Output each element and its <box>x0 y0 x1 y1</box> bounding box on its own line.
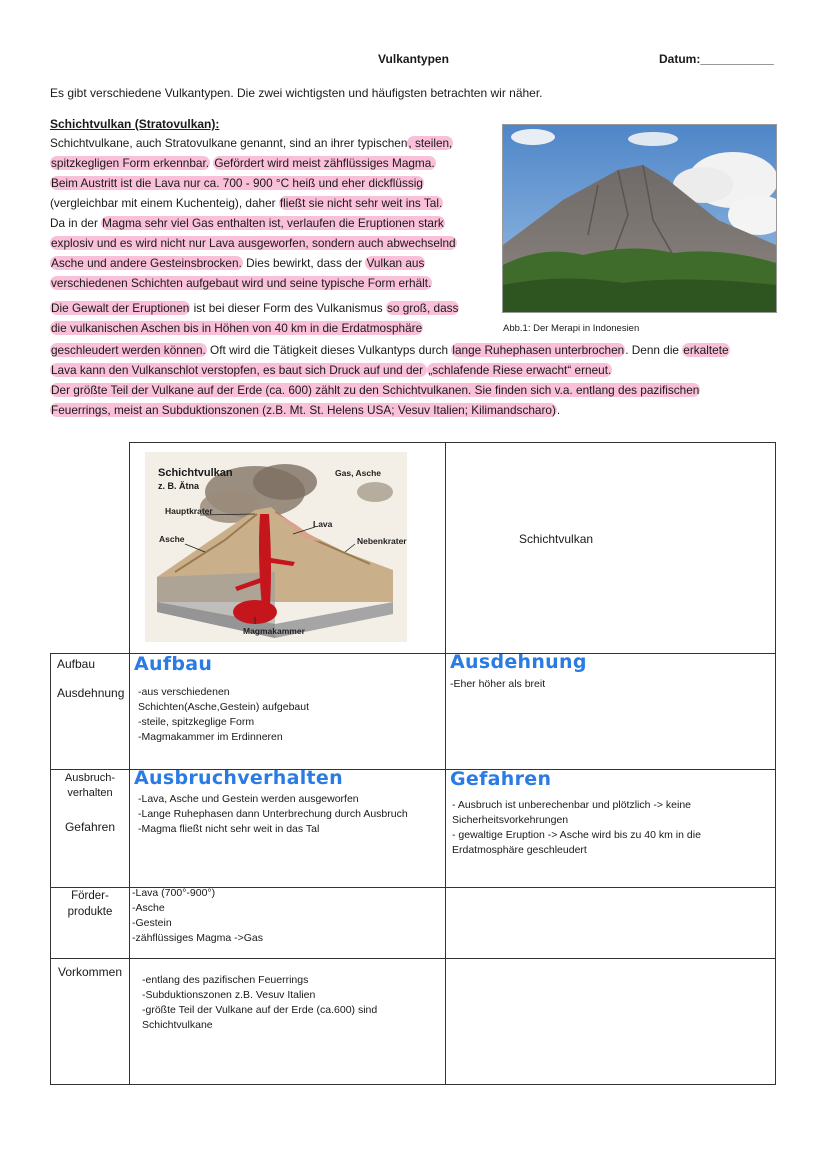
ausbruch-text: -Lava, Asche und Gestein werden ausgeworfen -Lange Ruhephasen dann Unterbrechung durch Ausbruch -Magma fließt nicht sehr weit in das Tal <box>138 793 408 835</box>
highlight-run: Vulkan aus <box>366 256 425 270</box>
highlight-run: Asche und andere Gesteinsbrocken. <box>51 256 242 270</box>
para-line-10 <box>50 318 423 338</box>
date-field: Datum:___________ <box>659 52 774 66</box>
highlight-run: Der größte Teil der Vulkane auf der Erde (ca. 600) zählt zu den Schichtvulkanen. Sie finden sich v.a. entlang des pazifischen <box>51 383 700 397</box>
label-foerderprodukte: Förder- produkte <box>67 890 113 918</box>
diagram-label-asche: Asche <box>159 534 185 544</box>
diagram-label-gas-asche: Gas, Asche <box>335 468 381 478</box>
highlight-run: lange Ruhephasen unterbrochen <box>452 343 625 357</box>
para-line-11 <box>50 340 730 360</box>
empty-cell <box>445 958 776 1085</box>
text-run: ist bei dieser Form des Vulkanismus <box>190 301 386 315</box>
highlight-run: spitzkegligen Form erkennbar. <box>51 156 210 170</box>
para-line-3 <box>50 173 424 193</box>
merapi-photo <box>502 124 777 313</box>
para-line-12 <box>50 360 612 380</box>
para-line-14 <box>50 400 560 420</box>
diagram-label-magmakammer: Magmakammer <box>243 626 305 636</box>
empty-cell <box>445 887 776 959</box>
para-line-1 <box>50 133 453 153</box>
highlight-run: „schlafende Riese erwacht“ erneut. <box>428 363 612 377</box>
highlight-run: so groß, dass <box>386 301 459 315</box>
para-line-7 <box>50 253 425 273</box>
text-run: . <box>556 403 561 417</box>
label-aufbau: Aufbau <box>57 657 96 671</box>
text-run: Da in der <box>50 216 102 230</box>
text-run: Schichtvulkane, auch Stratovulkane genannt, sind an ihrer typischen <box>50 136 408 150</box>
highlight-run: explosiv und es wird nicht nur Lava ausgeworfen, sondern auch abwechselnd <box>51 236 456 250</box>
highlight-run: , steilen, <box>408 136 453 150</box>
label-ausbruchverhalten: Ausbruch- verhalten <box>64 772 116 799</box>
diagram-label-nebenkrater: Nebenkrater <box>357 536 407 546</box>
handwritten-aufbau: Aufbau <box>134 653 213 675</box>
vorkommen-text: -entlang des pazifischen Feuerrings -Subduktionszonen z.B. Vesuv Italien -größte Teil der Vulkane auf der Erde (ca.600) sind Schichtvulkane <box>142 974 378 1031</box>
highlight-run: verschiedenen Schichten aufgebaut wird und seine typische Form erhält. <box>51 276 432 290</box>
highlight-run: Beim Austritt ist die Lava nur ca. 700 - 900 °C heiß und eher dickflüssig <box>51 176 423 190</box>
intro-text: Es gibt verschiedene Vulkantypen. Die zwei wichtigsten und häufigsten betrachten wir näher. <box>50 86 543 100</box>
para-line-13 <box>50 380 700 400</box>
label-vorkommen: Vorkommen <box>57 965 123 979</box>
text-run: (vergleichbar mit einem Kuchenteig), daher <box>50 196 279 210</box>
diagram-label-lava: Lava <box>313 519 333 529</box>
para-line-8 <box>50 273 432 293</box>
label-gefahren: Gefahren <box>64 820 116 834</box>
para-line-2 <box>50 153 436 173</box>
highlight-run: Feuerrings, meist an Subduktionszonen (z.B. Mt. St. Helens USA; Vesuv Italien; Kilimandscharo) <box>51 403 556 417</box>
highlight-run: Lava kann den Vulkanschlot verstopfen, es baut sich Druck auf und der <box>51 363 427 377</box>
highlight-run: Die Gewalt der Eruptionen <box>51 301 190 315</box>
header-cell-right <box>445 442 776 654</box>
volcano-photo-image <box>503 125 776 312</box>
highlight-run: die vulkanischen Aschen bis in Höhen von 40 km in die Erdatmosphäre <box>51 321 423 335</box>
handwritten-ausdehnung: Ausdehnung <box>450 651 587 673</box>
photo-caption: Abb.1: Der Merapi in Indonesien <box>503 323 640 334</box>
highlight-run: erkaltete <box>683 343 729 357</box>
handwritten-gefahren: Gefahren <box>450 768 552 790</box>
para-line-6 <box>50 233 457 253</box>
highlight-run: Gefördert wird meist zähflüssiges Magma. <box>214 156 435 170</box>
page-title: Vulkantypen <box>378 52 449 66</box>
gefahren-text: - Ausbruch ist unberechenbar und plötzlich -> keine Sicherheitsvorkehrungen - gewaltige Eruption -> Asche wird bis zu 40 km in die Erdatmosphäre geschleudert <box>452 799 701 856</box>
highlight-run: fließt sie nicht sehr weit ins Tal. <box>279 196 443 210</box>
column-title: Schichtvulkan <box>519 532 594 546</box>
highlight-run: Magma sehr viel Gas enthalten ist, verlaufen die Eruptionen stark <box>102 216 444 230</box>
label-ausdehnung: Ausdehnung <box>57 686 125 700</box>
text-run: . Denn die <box>625 343 683 357</box>
ausdehnung-text: -Eher höher als breit <box>450 678 546 690</box>
text-run: Dies bewirkt, dass der <box>242 256 366 270</box>
volcano-diagram <box>145 452 407 642</box>
para-line-5 <box>50 213 445 233</box>
section-heading: Schichtvulkan (Stratovulkan): <box>50 117 220 131</box>
diagram-subtitle: z. B. Ätna <box>158 481 200 491</box>
diagram-title: Schichtvulkan <box>158 467 233 479</box>
handwritten-ausbruchverhalten: Ausbruchverhalten <box>134 767 343 789</box>
para-line-9 <box>50 298 459 318</box>
text-run: Oft wird die Tätigkeit dieses Vulkantyps durch <box>206 343 452 357</box>
highlight-run: geschleudert werden können. <box>51 343 206 357</box>
diagram-label-hauptkrater: Hauptkrater <box>165 506 213 516</box>
aufbau-text: -aus verschiedenen Schichten(Asche,Gestein) aufgebaut -steile, spitzkeglige Form -Magmakammer im Erdinneren <box>138 686 310 743</box>
para-line-4 <box>50 193 443 213</box>
foerder-text: -Lava (700°-900°) -Asche -Gestein -zähflüssiges Magma ->Gas <box>132 887 264 944</box>
